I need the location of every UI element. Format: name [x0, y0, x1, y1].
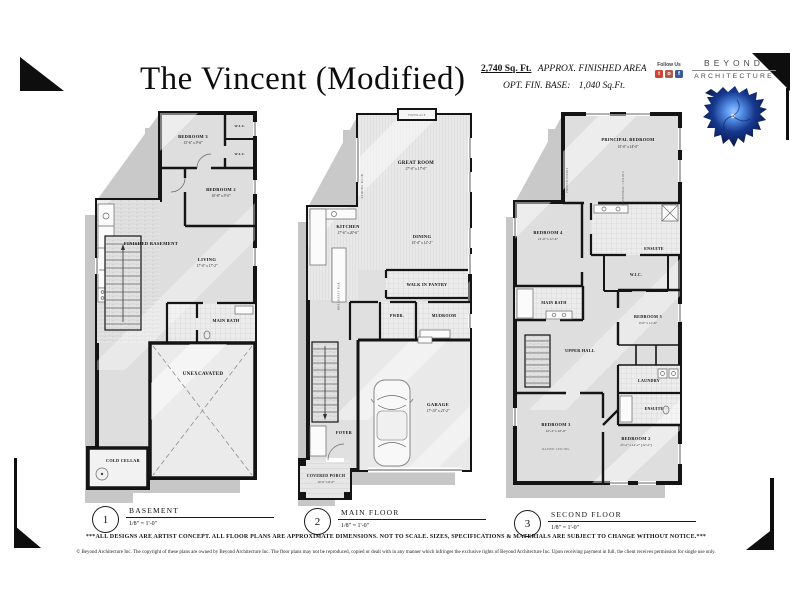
plan-number-badge: 3 — [514, 510, 541, 537]
sliding-door-label: SLIDING DOOR — [361, 173, 364, 199]
room-label: PRINCIPAL BEDROOM — [601, 137, 655, 142]
finished-area-label: APPROX. FINISHED AREA — [537, 64, 647, 74]
room-dim: 15'-4" x 12'-2" — [411, 241, 433, 245]
follow-us-block — [651, 62, 687, 78]
room-label: FOYER — [335, 430, 353, 435]
border-segment-bottom-left — [14, 458, 17, 548]
room-label: BEDROOM 2 — [621, 436, 651, 441]
breakfast-bar-label: BREAKFAST BAR — [337, 282, 341, 310]
room-label: BEDROOM 5 — [634, 314, 662, 319]
room-label: GARAGE — [427, 402, 449, 407]
room-dim: 17'-0" x 17'-2" — [196, 264, 218, 268]
copyright-line: © Beyond Architecture Inc. The copyright of these plans are owned by Beyond Architecture Inc. The floor plans may not be reproduced, copied or dealt with in any manner which infringes the exclusive rights of Beyond Architecture Inc. Upon receiving payment in full, the client receives permission for single use only. — [76, 550, 716, 555]
plan-scale: 1/8" = 1'-0" — [129, 521, 158, 527]
plan-name: SECOND FLOOR — [551, 510, 622, 519]
corner-mark-bottom-left — [15, 526, 41, 548]
facebook-icon: f — [675, 70, 683, 78]
cathedral-ceiling-label: CATHEDRAL CEILING — [622, 170, 625, 206]
room-label: BEDROOM 3 — [541, 422, 571, 427]
room-label: BEDROOM 3 — [178, 134, 208, 139]
second-floor-plan — [506, 108, 692, 508]
border-segment-bottom-right — [770, 478, 774, 550]
room-label: MAIN BATH — [541, 301, 567, 305]
room-dim: 17'-6" x 20'-6" — [337, 231, 359, 235]
caption-rule — [548, 521, 696, 522]
room-label: COVERED PORCH — [306, 474, 346, 478]
plan-name: MAIN FLOOR — [341, 508, 400, 517]
room-label: LAUNDRY — [638, 378, 660, 383]
plan-scale: 1/8" = 1'-0" — [341, 523, 370, 529]
second-floor-stairs — [525, 335, 550, 387]
corner-mark-top-left — [20, 57, 64, 91]
room-label: ENSUITE — [644, 246, 664, 251]
room-dim: 17'-0" x 17'-0" — [405, 167, 427, 171]
basement-floor-plan — [85, 108, 265, 506]
raised-ceiling-label: RAISED CEILING — [542, 448, 570, 451]
room-label: BEDROOM 4 — [533, 230, 563, 235]
room-dim: 10'-0" x 6'-0" — [317, 480, 335, 484]
opt-base-value: 1,040 Sq.Ft. — [578, 81, 626, 91]
coat-closet — [310, 426, 326, 456]
plan-number-badge: 2 — [304, 508, 331, 535]
main-floor-stairs — [312, 342, 338, 422]
caption-rule — [126, 517, 274, 518]
caption-rule — [338, 519, 486, 520]
twitter-icon: t — [655, 70, 663, 78]
plan-number-badge: 1 — [92, 506, 119, 533]
room-label: UNEXCAVATED — [182, 372, 224, 377]
room-label: MUDROOM — [431, 313, 457, 318]
caption-basement — [92, 506, 274, 533]
room-label: LIVING — [197, 257, 217, 262]
caption-main-floor — [304, 508, 486, 535]
room-dim: 11'-0" x 11'-6" — [537, 237, 559, 241]
room-label: GREAT ROOM — [397, 161, 435, 166]
room-dim: 10'-4" x 10'-0" — [545, 429, 567, 433]
brand-name-line2: ARCHITECTURE — [694, 73, 774, 80]
brand-block — [686, 58, 782, 158]
room-label: WALK IN PANTRY — [406, 282, 448, 287]
room-label: PWDR. — [389, 314, 405, 318]
fireplace-label: FIREPLACE — [408, 114, 426, 118]
room-dim: 15'-0" x 14'-0" — [617, 145, 639, 149]
room-dim: 15'-2" x 14'-2" [12'-2"] — [620, 443, 652, 447]
room-label: DINING — [412, 234, 432, 239]
french-doors-label: FRENCH DOORS — [566, 167, 569, 193]
border-segment-top-right — [786, 88, 789, 140]
room-label: KITCHEN — [336, 224, 360, 229]
room-label: UPPER HALL — [565, 348, 595, 353]
room-label: W.I.C. — [629, 273, 643, 277]
car — [371, 380, 413, 466]
room-label: COLD CELLAR — [106, 458, 140, 463]
plan-name: BASEMENT — [129, 506, 180, 515]
room-label: ENSUITE — [644, 407, 664, 411]
page-title: The Vincent (Modified) — [140, 61, 466, 97]
disclaimer-line1: ***ALL DESIGNS ARE ARTIST CONCEPT. ALL FLOOR PLANS ARE APPROXIMATE DIMENSIONS. NOT TO SCALE. SIZES, SPECIFICATIONS & MATERIALS ARE SUBJECT TO CHANGE WITHOUT NOTICE.*** — [85, 534, 707, 540]
plan-scale: 1/8" = 1'-0" — [551, 525, 580, 531]
room-dim: 10'-8" x 9'-0" — [211, 194, 231, 198]
beyond-architecture-logo — [697, 83, 771, 153]
room-label: MAIN BATH — [212, 318, 240, 323]
follow-us-label: Follow Us — [657, 62, 681, 68]
finished-area-value: 2,740 Sq. Ft. — [481, 64, 532, 74]
room-label: FINISHED BASEMENT — [123, 241, 179, 246]
main-floor-plan — [298, 108, 478, 506]
room-label: BEDROOM 2 — [206, 187, 236, 192]
room-dim: 9'-0" x 11'-6" — [639, 321, 657, 325]
opt-base-label: OPT. FIN. BASE: — [503, 81, 571, 91]
brand-divider — [692, 70, 776, 71]
room-label: W.I.C. — [234, 124, 246, 128]
room-dim: 17'-10" x 21'-2" — [426, 409, 450, 413]
instagram-icon: o — [665, 70, 673, 78]
cold-cellar-room — [88, 448, 148, 488]
room-label: W.I.C. — [234, 152, 246, 156]
brand-name-line1: BEYOND — [704, 58, 764, 68]
basement-stairs — [105, 236, 141, 330]
room-dim: 15'-6" x 9'-6" — [183, 141, 203, 145]
